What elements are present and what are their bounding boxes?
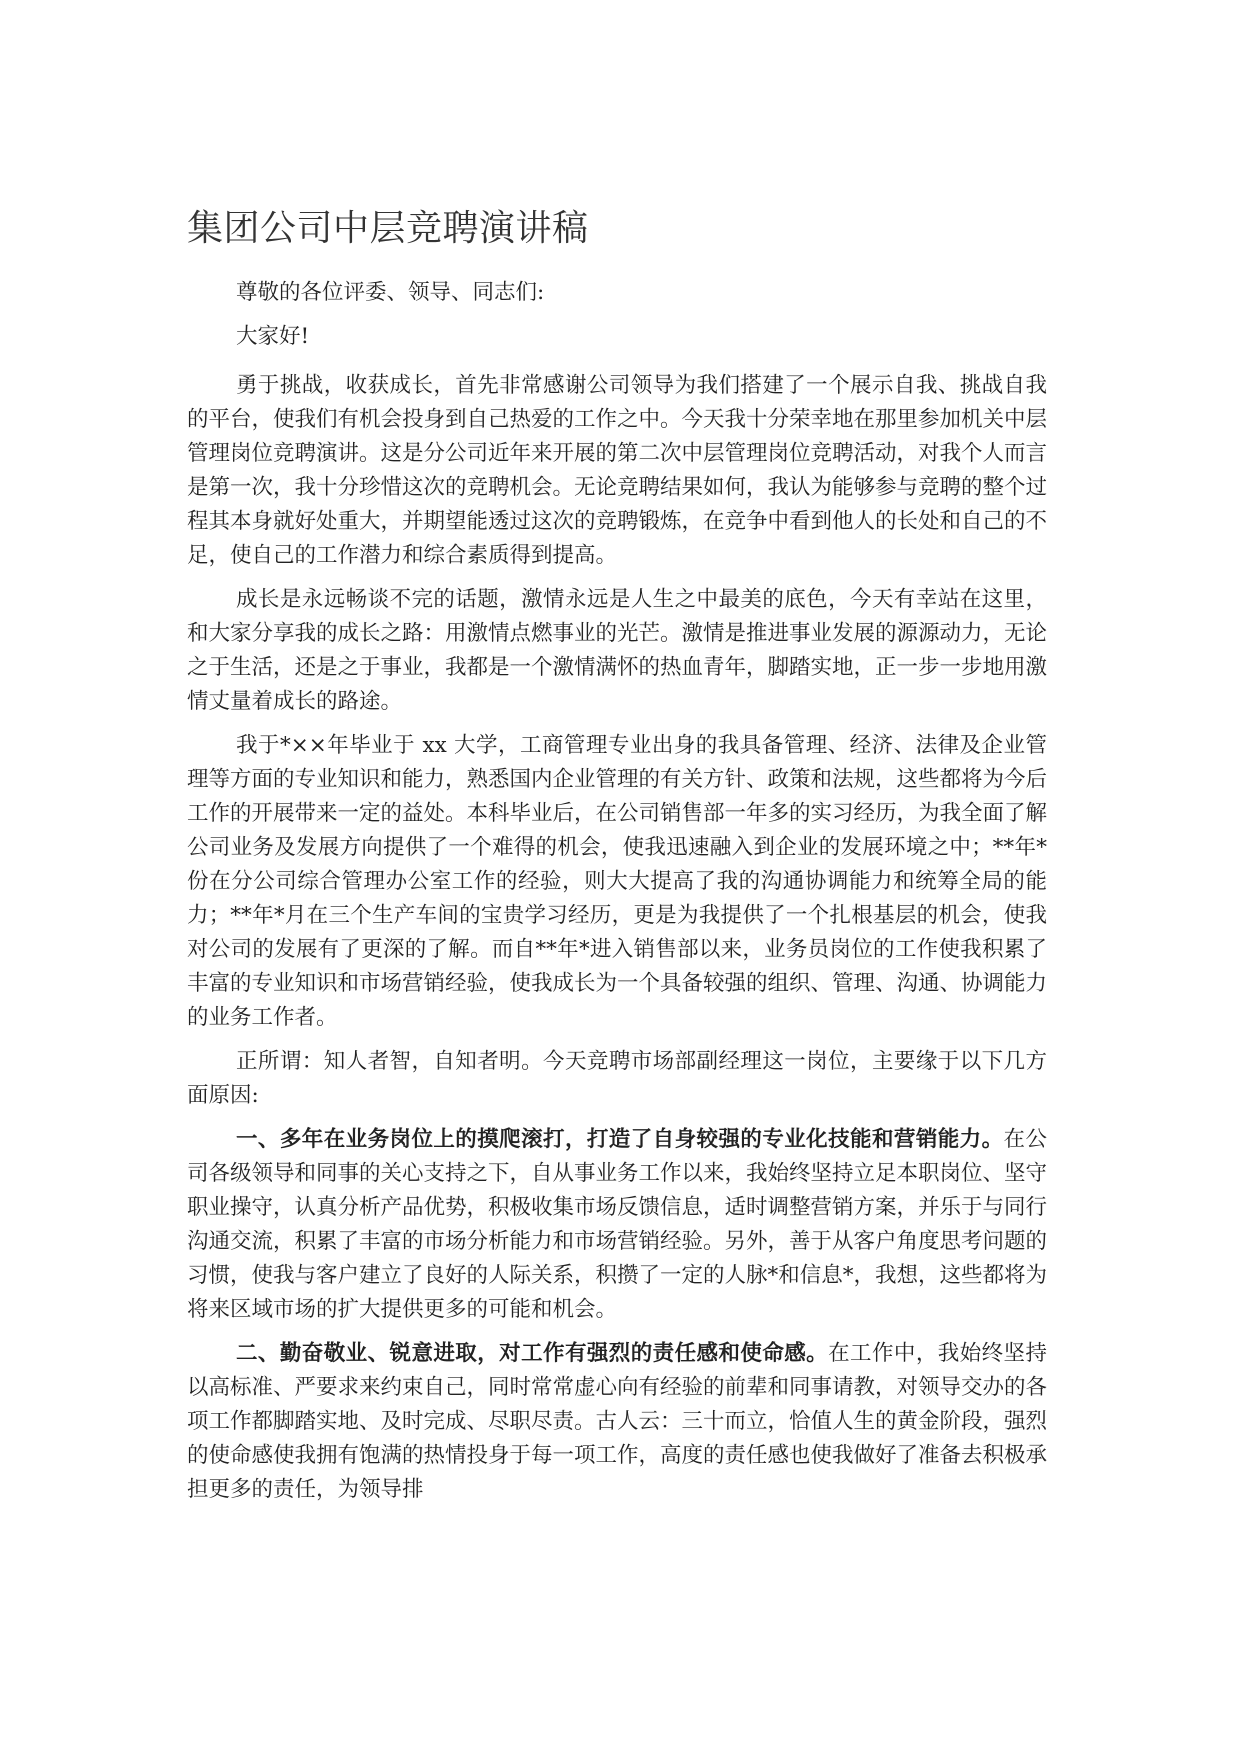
document-body — [187, 276, 1047, 1507]
paragraph-opening: 勇于挑战，收获成长，首先非常感谢公司领导为我们搭建了一个展示自我、挑战自我的平台，使我们有机会投身到自己热爱的工作之中。今天我十分荣幸地在那里参加机关中层管理岗位竞聘演讲。这是分公司近年来开展的第二次中层管理岗位竞聘活动，对我个人而言是第一次，我十分珍惜这次的竞聘机会。无论竞聘结果如何，我认为能够参与竞聘的整个过程其本身就好处重大，并期望能透过这次的竞聘锻炼，在竞争中看到他人的长处和自己的不足，使自己的工作潜力和综合素质得到提高。 — [187, 373, 1048, 568]
paragraph-background: 我于*××年毕业于 xx 大学，工商管理专业出身的我具备管理、经济、法律及企业管理等方面的专业知识和能力，熟悉国内企业管理的有关方针、政策和法规，这些都将为今后工作的开展带来一定的益处。本科毕业后，在公司销售部一年多的实习经历，为我全面了解公司业务及发展方向提供了一个难得的机会，使我迅速融入到企业的发展环境之中；**年*份在分公司综合管理办公室工作的经验，则大大提高了我的沟通协调能力和统筹全局的能力；**年*月在三个生产车间的宝贵学习经历，更是为我提供了一个扎根基层的机会，使我对公司的发展有了更深的了解。而自**年*进入销售部以来，业务员岗位的工作使我积累了丰富的专业知识和市场营销经验，使我成长为一个具备较强的组织、管理、沟通、协调能力的业务工作者。 — [187, 733, 1048, 1030]
salutation: 尊敬的各位评委、领导、同志们: — [236, 280, 545, 305]
paragraph-reasons-intro: 正所谓：知人者智，自知者明。今天竞聘市场部副经理这一岗位，主要缘于以下几方面原因: — [187, 1049, 1047, 1108]
paragraph-reason-two — [187, 1337, 1047, 1507]
reason-one-text: 在公司各级领导和同事的关心支持之下，自从事业务工作以来，我始终坚持立足本职岗位、坚守职业操守，认真分析产品优势，积极收集市场反馈信息，适时调整营销方案，并乐于与同行沟通交流，积累了丰富的市场分析能力和市场营销经验。另外，善于从客户角度思考问题的习惯，使我与客户建立了良好的人际关系，积攒了一定的人脉*和信息*，我想，这些都将为将来区域市场的扩大提供更多的可能和机会。 — [187, 1127, 1048, 1322]
greeting: 大家好! — [236, 324, 310, 349]
reason-two-text: 在工作中，我始终坚持以高标准、严要求来约束自己，同时常常虚心向有经验的前辈和同事请教，对领导交办的各项工作都脚踏实地、及时完成、尽职尽责。古人云：三十而立，恰值人生的黄金阶段，强烈的使命感使我拥有饱满的热情投身于每一项工作，高度的责任感也使我做好了准备去积极承担更多的责任，为领导排 — [187, 1341, 1048, 1502]
reason-one-heading: 一、多年在业务岗位上的摸爬滚打，打造了自身较强的专业化技能和营销能力。 — [236, 1127, 1004, 1152]
paragraph-growth: 成长是永远畅谈不完的话题，激情永远是人生之中最美的底色，今天有幸站在这里，和大家分享我的成长之路：用激情点燃事业的光芒。激情是推进事业发展的源源动力，无论之于生活，还是之于事业，我都是一个激情满怀的热血青年，脚踏实地，正一步一步地用激情丈量着成长的路途。 — [187, 587, 1048, 714]
document-title: 集团公司中层竞聘演讲稿 — [187, 208, 589, 249]
paragraph-reason-one — [187, 1123, 1047, 1327]
reason-two-heading: 二、勤奋敬业、锐意进取，对工作有强烈的责任感和使命感。 — [236, 1341, 829, 1366]
